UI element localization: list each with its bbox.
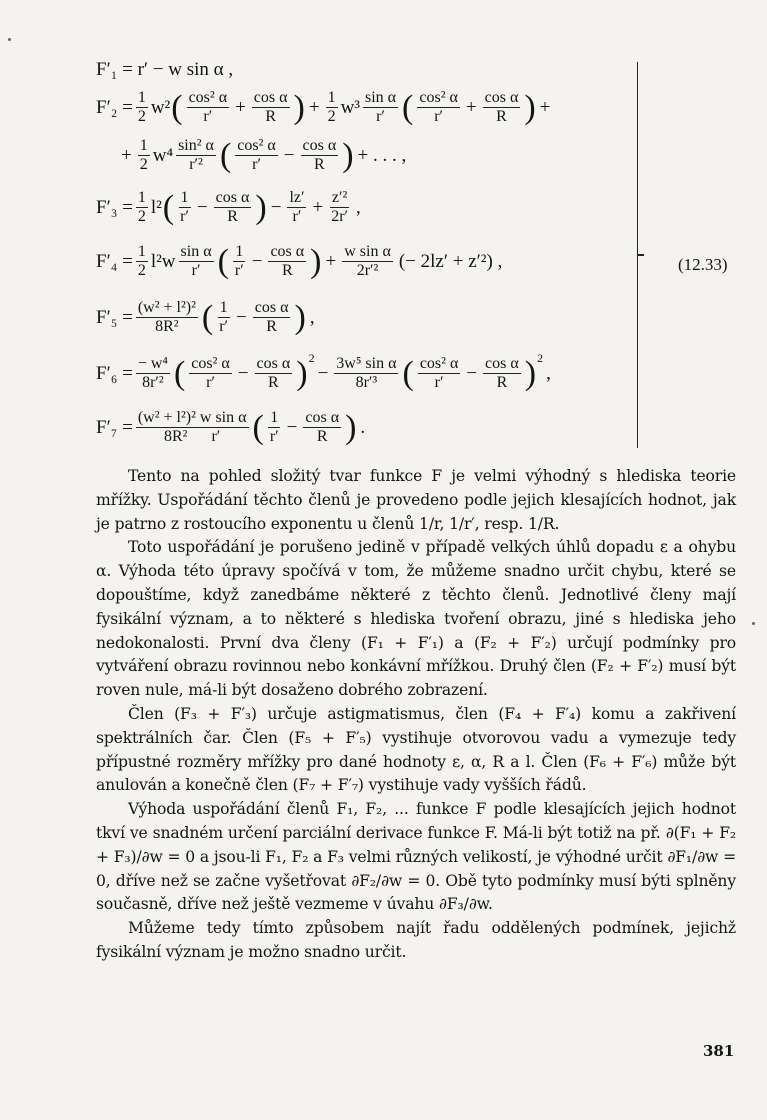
fraction <box>418 356 461 391</box>
frac-num: cos α <box>254 299 289 316</box>
paragraph-4: Výhoda uspořádání členů F₁, F₂, ... funkce F podle klesajících jejich hodnot tkví ve snadném určení parciální derivace funkce F. Má-li být totiž na př. ∂(F₁ + F₂ + F₃)/∂w = 0 a jsou-li F₁, F₂ a F₃ velmi různých velikostí, je výhodné určit ∂F₁/∂w = 0, dříve než se začne vyšetřovat ∂F₂/∂w = 0. Obě tyto podmínky musí býti splněny současně, dříve než ještě vezmeme v úvahu ∂F₃/∂w. <box>96 800 736 914</box>
equation-f6 <box>96 351 554 392</box>
frac-den: 2r′ <box>331 208 349 225</box>
eq-op: − <box>236 307 247 328</box>
fraction <box>252 90 290 125</box>
frac-den: R <box>227 208 238 225</box>
frac-num: 1 <box>137 189 146 206</box>
eq-op: + <box>308 97 320 118</box>
fraction <box>301 138 339 173</box>
fraction <box>136 410 249 445</box>
fraction <box>303 410 341 445</box>
frac-num: (w² + l²)² <box>137 299 196 316</box>
fraction <box>326 90 338 125</box>
eq-op: + <box>121 145 132 166</box>
frac-num: cos² α <box>191 355 230 372</box>
fraction <box>136 356 170 391</box>
eq-op: , <box>309 307 315 328</box>
equation-f1 <box>96 60 233 79</box>
frac-den: 8r′³ <box>355 374 378 391</box>
frac-num: (w² + l²)² w sin α <box>137 409 247 426</box>
frac-num: cos α <box>270 243 305 260</box>
eq-op: , <box>546 363 551 384</box>
paren-close: ) <box>255 188 267 226</box>
frac-num: 1 <box>137 243 146 260</box>
frac-den: r′ <box>376 108 385 125</box>
paren-open: ( <box>162 188 175 226</box>
frac-num: w sin α <box>344 243 391 260</box>
fraction <box>187 90 230 125</box>
frac-num: sin α <box>364 89 397 106</box>
scan-speck <box>752 622 755 625</box>
eq-term: w³ <box>340 97 360 118</box>
frac-num: 1 <box>137 89 146 106</box>
eq-op: − <box>237 363 249 384</box>
fraction <box>179 244 214 279</box>
frac-num: 1 <box>219 299 228 316</box>
eq-op: + <box>539 97 551 118</box>
paragraph-3: Člen (F₃ + F′₃) určuje astigmatismus, člen (F₄ + F′₄) komu a zakřivení spektrálních čar. Člen (F₅ + F′₅) vystihuje otvorovou vadu a vymezuje tedy přípustné rozměry mřížky pro dané hodnoty ε, α, R a l. Člen (F₆ + F′₆) může být anulován a konečně člen (F₇ + F′₇) vystihuje vady vyšších řádů. <box>96 704 736 795</box>
fraction <box>189 356 232 391</box>
paren-open: ( <box>219 136 232 174</box>
frac-num: cos α <box>485 355 519 372</box>
frac-den: r′ <box>434 108 444 125</box>
eq-op: − <box>317 363 329 384</box>
frac-den: 8R² <box>155 318 179 335</box>
frac-den: r′ <box>434 374 444 391</box>
frac-num: cos α <box>215 189 250 206</box>
frac-den: 2 <box>137 108 146 125</box>
eq-lhs: F′₅ = <box>96 307 133 328</box>
paren-open: ( <box>217 242 229 280</box>
fraction <box>253 300 291 335</box>
frac-den: R <box>281 262 293 279</box>
paren-close: ) <box>524 88 536 126</box>
equation-f4 <box>96 244 505 279</box>
eq-op: − <box>466 363 478 384</box>
fraction <box>178 190 191 225</box>
eq-op: − <box>270 197 282 218</box>
equation-f3 <box>96 190 364 225</box>
fraction <box>417 90 460 125</box>
exponent: 2 <box>537 351 544 365</box>
frac-den: r′ <box>252 156 261 173</box>
eq-lhs: F′₆ = <box>96 363 133 384</box>
paren-close: ) <box>296 354 308 392</box>
frac-den: 8R² r′ <box>164 428 221 445</box>
frac-den: r′² <box>189 156 203 173</box>
frac-num: cos² α <box>237 137 276 154</box>
page-number: 381 <box>703 1042 735 1060</box>
scan-speck <box>8 38 11 41</box>
paren-close: ) <box>524 354 537 392</box>
eq-term: w² <box>150 97 171 118</box>
frac-den: 2 <box>327 108 336 125</box>
fraction <box>217 300 230 335</box>
frac-den: r′ <box>219 318 229 335</box>
fraction <box>255 356 293 391</box>
fraction <box>136 90 148 125</box>
frac-num: lz′ <box>289 189 305 206</box>
fraction <box>235 138 278 173</box>
eq-op: − <box>286 417 298 438</box>
fraction <box>483 356 521 391</box>
equation-f2-line1 <box>96 90 553 125</box>
frac-den: R <box>496 374 508 391</box>
frac-num: 1 <box>270 409 279 426</box>
frac-den: 8r′² <box>142 374 164 391</box>
paren-close: ) <box>294 298 306 336</box>
eq-lhs: F′₂ = <box>96 97 133 118</box>
frac-num: − w⁴ <box>137 355 168 372</box>
frac-den: r′ <box>234 262 244 279</box>
frac-den: 2 <box>137 262 146 279</box>
frac-den: 2r′² <box>356 262 379 279</box>
fraction <box>268 244 306 279</box>
paragraph-5: Můžeme tedy tímto způsobem najít řadu oddělených podmínek, jejichž fysikální význam je možno snadno určit. <box>96 919 736 961</box>
eq-op: , <box>356 197 361 218</box>
frac-num: cos α <box>253 89 288 106</box>
frac-den: R <box>314 156 325 173</box>
paren-close: ) <box>345 408 357 446</box>
eq-op: + . . . , <box>357 145 407 166</box>
fraction <box>329 190 350 225</box>
eq-op: − <box>283 145 295 166</box>
paragraph-1: Tento na pohled složitý tvar funkce F je velmi výhodný s hlediska teorie mřížky. Uspořádání těchto členů je provedeno podle jejich klesajících hodnot, jak je patrno z rostoucího exponentu u členů 1/r, 1/r′, resp. 1/R. <box>96 467 736 533</box>
frac-num: 1 <box>327 89 336 106</box>
fraction <box>136 244 148 279</box>
eq-op: + <box>325 251 337 272</box>
paren-close: ) <box>310 242 322 280</box>
frac-num: 1 <box>139 137 148 154</box>
frac-num: cos² α <box>419 355 459 372</box>
equation-group-brace <box>626 62 638 448</box>
frac-num: sin² α <box>178 137 214 154</box>
frac-num: 1 <box>235 243 244 260</box>
exponent: 2 <box>308 351 315 365</box>
fraction <box>136 190 148 225</box>
paragraph-2: Toto uspořádání je porušeno jedině v případě velkých úhlů dopadu ε a ohybu α. Výhoda této úpravy spočívá v tom, že můžeme snadno určit chybu, které se dopouštíme, když zanedbáme některé z těchto členů. Jednotlivé členy mají fysikální význam, a to některé s hlediska tvoření obrazu, jiné s hlediska jeho nedokonalosti. První dva členy (F₁ + F′₁) a (F₂ + F′₂) určují podmínky pro vytváření obrazu rovinnou nebo konkávní mřížkou. Druhý člen (F₂ + F′₂) musí být roven nule, má-li být dosaženo dobrého zobrazení. <box>96 538 736 700</box>
frac-den: r′ <box>269 428 279 445</box>
frac-den: R <box>265 108 276 125</box>
fraction <box>138 138 150 173</box>
fraction <box>233 244 246 279</box>
frac-num: 3w⁵ sin α <box>336 355 397 372</box>
eq-term: w⁴ <box>152 145 174 166</box>
equation-f7 <box>96 410 368 445</box>
body-text <box>96 465 736 965</box>
equation-number: (12.33) <box>678 255 728 274</box>
frac-den: R <box>496 108 507 125</box>
frac-num: cos² α <box>419 89 458 106</box>
eq-op: . <box>360 417 366 438</box>
frac-den: R <box>266 318 277 335</box>
eq-op: − <box>251 251 263 272</box>
frac-den: r′ <box>292 208 302 225</box>
paren-open: ( <box>173 354 186 392</box>
paren-open: ( <box>402 354 414 392</box>
frac-den: r′ <box>180 208 189 225</box>
paren-open: ( <box>252 408 264 446</box>
fraction <box>363 90 398 125</box>
frac-num: cos α <box>305 409 340 426</box>
fraction <box>287 190 306 225</box>
frac-den: R <box>316 428 328 445</box>
frac-num: cos α <box>256 355 291 372</box>
eq-lhs: F′₇ = <box>96 417 133 438</box>
frac-num: cos α <box>302 137 337 154</box>
frac-den: 2 <box>137 208 146 225</box>
eq-op: − <box>196 197 208 218</box>
paren-close: ) <box>342 136 354 174</box>
frac-num: cos² α <box>188 89 228 106</box>
frac-num: cos α <box>484 89 519 106</box>
frac-den: 2 <box>139 156 148 173</box>
fraction <box>176 138 216 173</box>
equation-f2-line2 <box>118 138 409 173</box>
eq-op: + <box>465 97 477 118</box>
paren-open: ( <box>201 298 214 336</box>
eq-lhs: F′₄ = <box>96 251 133 272</box>
frac-num: sin α <box>180 243 212 260</box>
paren-open: ( <box>402 88 414 126</box>
frac-den: r′ <box>206 374 215 391</box>
eq-lhs: F′₃ = <box>96 197 133 218</box>
paren-close: ) <box>293 88 305 126</box>
fraction <box>136 300 198 335</box>
equation-f5 <box>96 300 318 335</box>
frac-den: r′ <box>191 262 201 279</box>
eq-term: (− 2lz′ + z′²) , <box>398 251 503 272</box>
equation-f1-text: F′₁ = r′ − w sin α , <box>96 59 234 80</box>
fraction <box>334 356 398 391</box>
eq-term: l² <box>150 197 162 218</box>
frac-num: z′² <box>331 189 348 206</box>
eq-term: l²w <box>150 251 176 272</box>
eq-op: + <box>312 197 324 218</box>
fraction <box>268 410 281 445</box>
fraction <box>342 244 393 279</box>
paren-open: ( <box>171 88 183 126</box>
frac-den: R <box>268 374 279 391</box>
eq-op: + <box>235 97 246 118</box>
frac-den: r′ <box>203 108 213 125</box>
frac-num: 1 <box>180 189 189 206</box>
fraction <box>214 190 252 225</box>
fraction <box>483 90 521 125</box>
